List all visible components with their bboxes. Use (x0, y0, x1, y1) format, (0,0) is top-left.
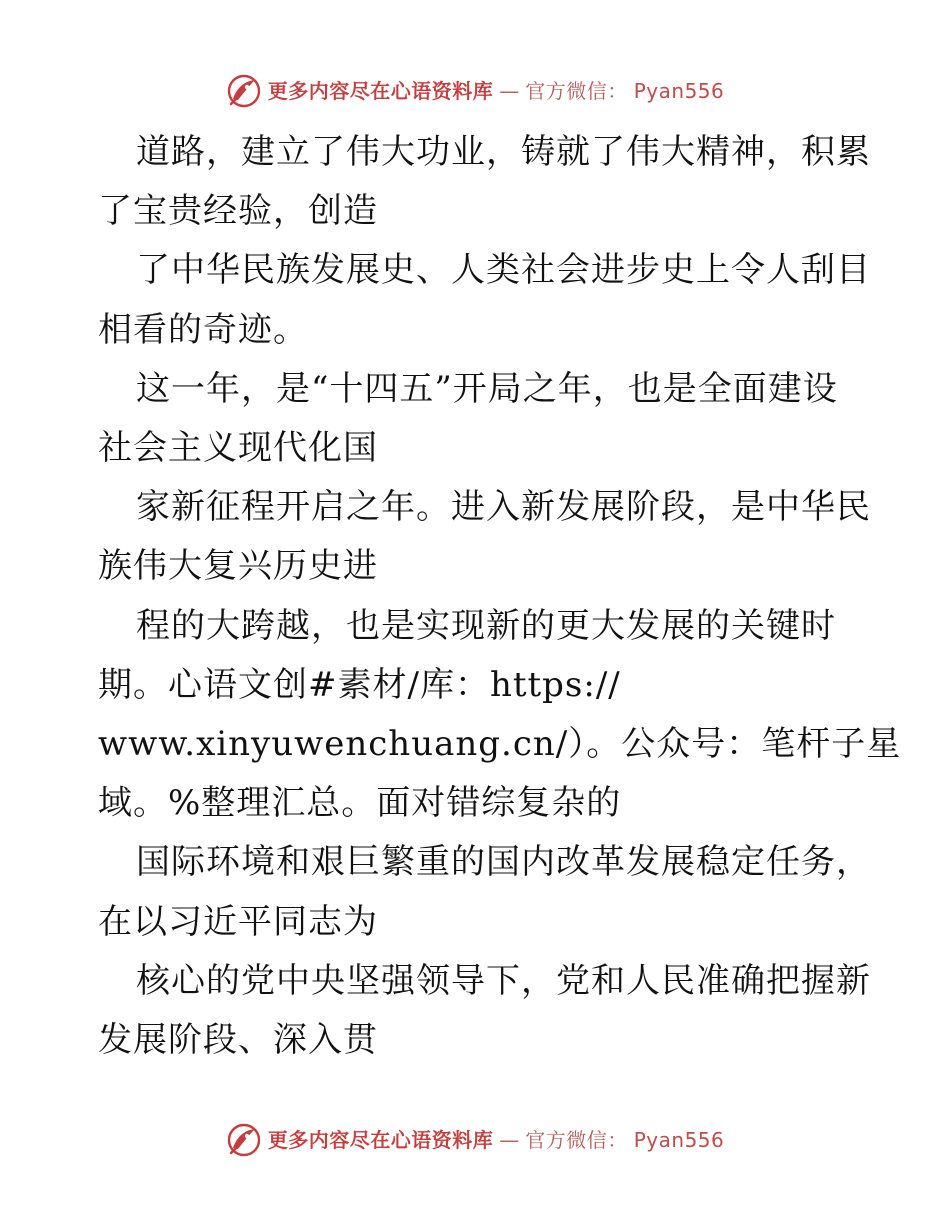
watermark-dash: — (499, 79, 520, 103)
watermark-wechat-id: Pyan556 (633, 1128, 725, 1152)
text-line: 道路，建立了伟大功业，铸就了伟大精神，积累 (136, 132, 871, 172)
text-line: 程的大跨越，也是实现新的更大发展的关键时 (136, 605, 836, 646)
text-line: www.xinyuwenchuang.cn/）。公众号：笔杆子星 (98, 724, 902, 765)
text-line: 核心的党中央坚强领导下，党和人民准确把握新 (136, 960, 871, 1001)
pen-logo-icon (226, 73, 262, 109)
watermark-wechat-id: Pyan556 (633, 79, 725, 103)
text-line: 了宝贵经验，创造 (98, 191, 378, 232)
text-line: 了中华民族发展史、人类社会进步史上令人刮目 (136, 250, 871, 291)
text-line: 期。心语文创#素材/库：https:// (98, 664, 621, 705)
header-watermark (0, 69, 950, 113)
text-line: 域。%整理汇总。面对错综复杂的 (98, 783, 622, 824)
watermark-wechat-label: 官方微信： (525, 1128, 628, 1152)
watermark-wechat-label: 官方微信： (525, 79, 628, 103)
footer-watermark (0, 1118, 950, 1162)
text-line: 这一年，是“十四五”开局之年，也是全面建设 (136, 368, 838, 409)
pen-logo-icon (226, 1122, 262, 1158)
text-line: 社会主义现代化国 (98, 428, 378, 469)
watermark-brand-text: 更多内容尽在心语资料库 (267, 79, 494, 103)
text-line: 家新征程开启之年。进入新发展阶段，是中华民 (136, 487, 871, 528)
watermark-brand-text: 更多内容尽在心语资料库 (267, 1128, 494, 1152)
document-body (98, 123, 902, 1070)
text-line: 族伟大复兴历史进 (98, 546, 378, 587)
watermark-dash: — (499, 1128, 520, 1152)
text-line: 相看的奇迹。 (98, 309, 308, 350)
text-line: 在以习近平同志为 (98, 901, 378, 942)
text-line: 国际环境和艰巨繁重的国内改革发展稳定任务， (136, 842, 871, 883)
text-line: 发展阶段、深入贯 (98, 1020, 378, 1061)
